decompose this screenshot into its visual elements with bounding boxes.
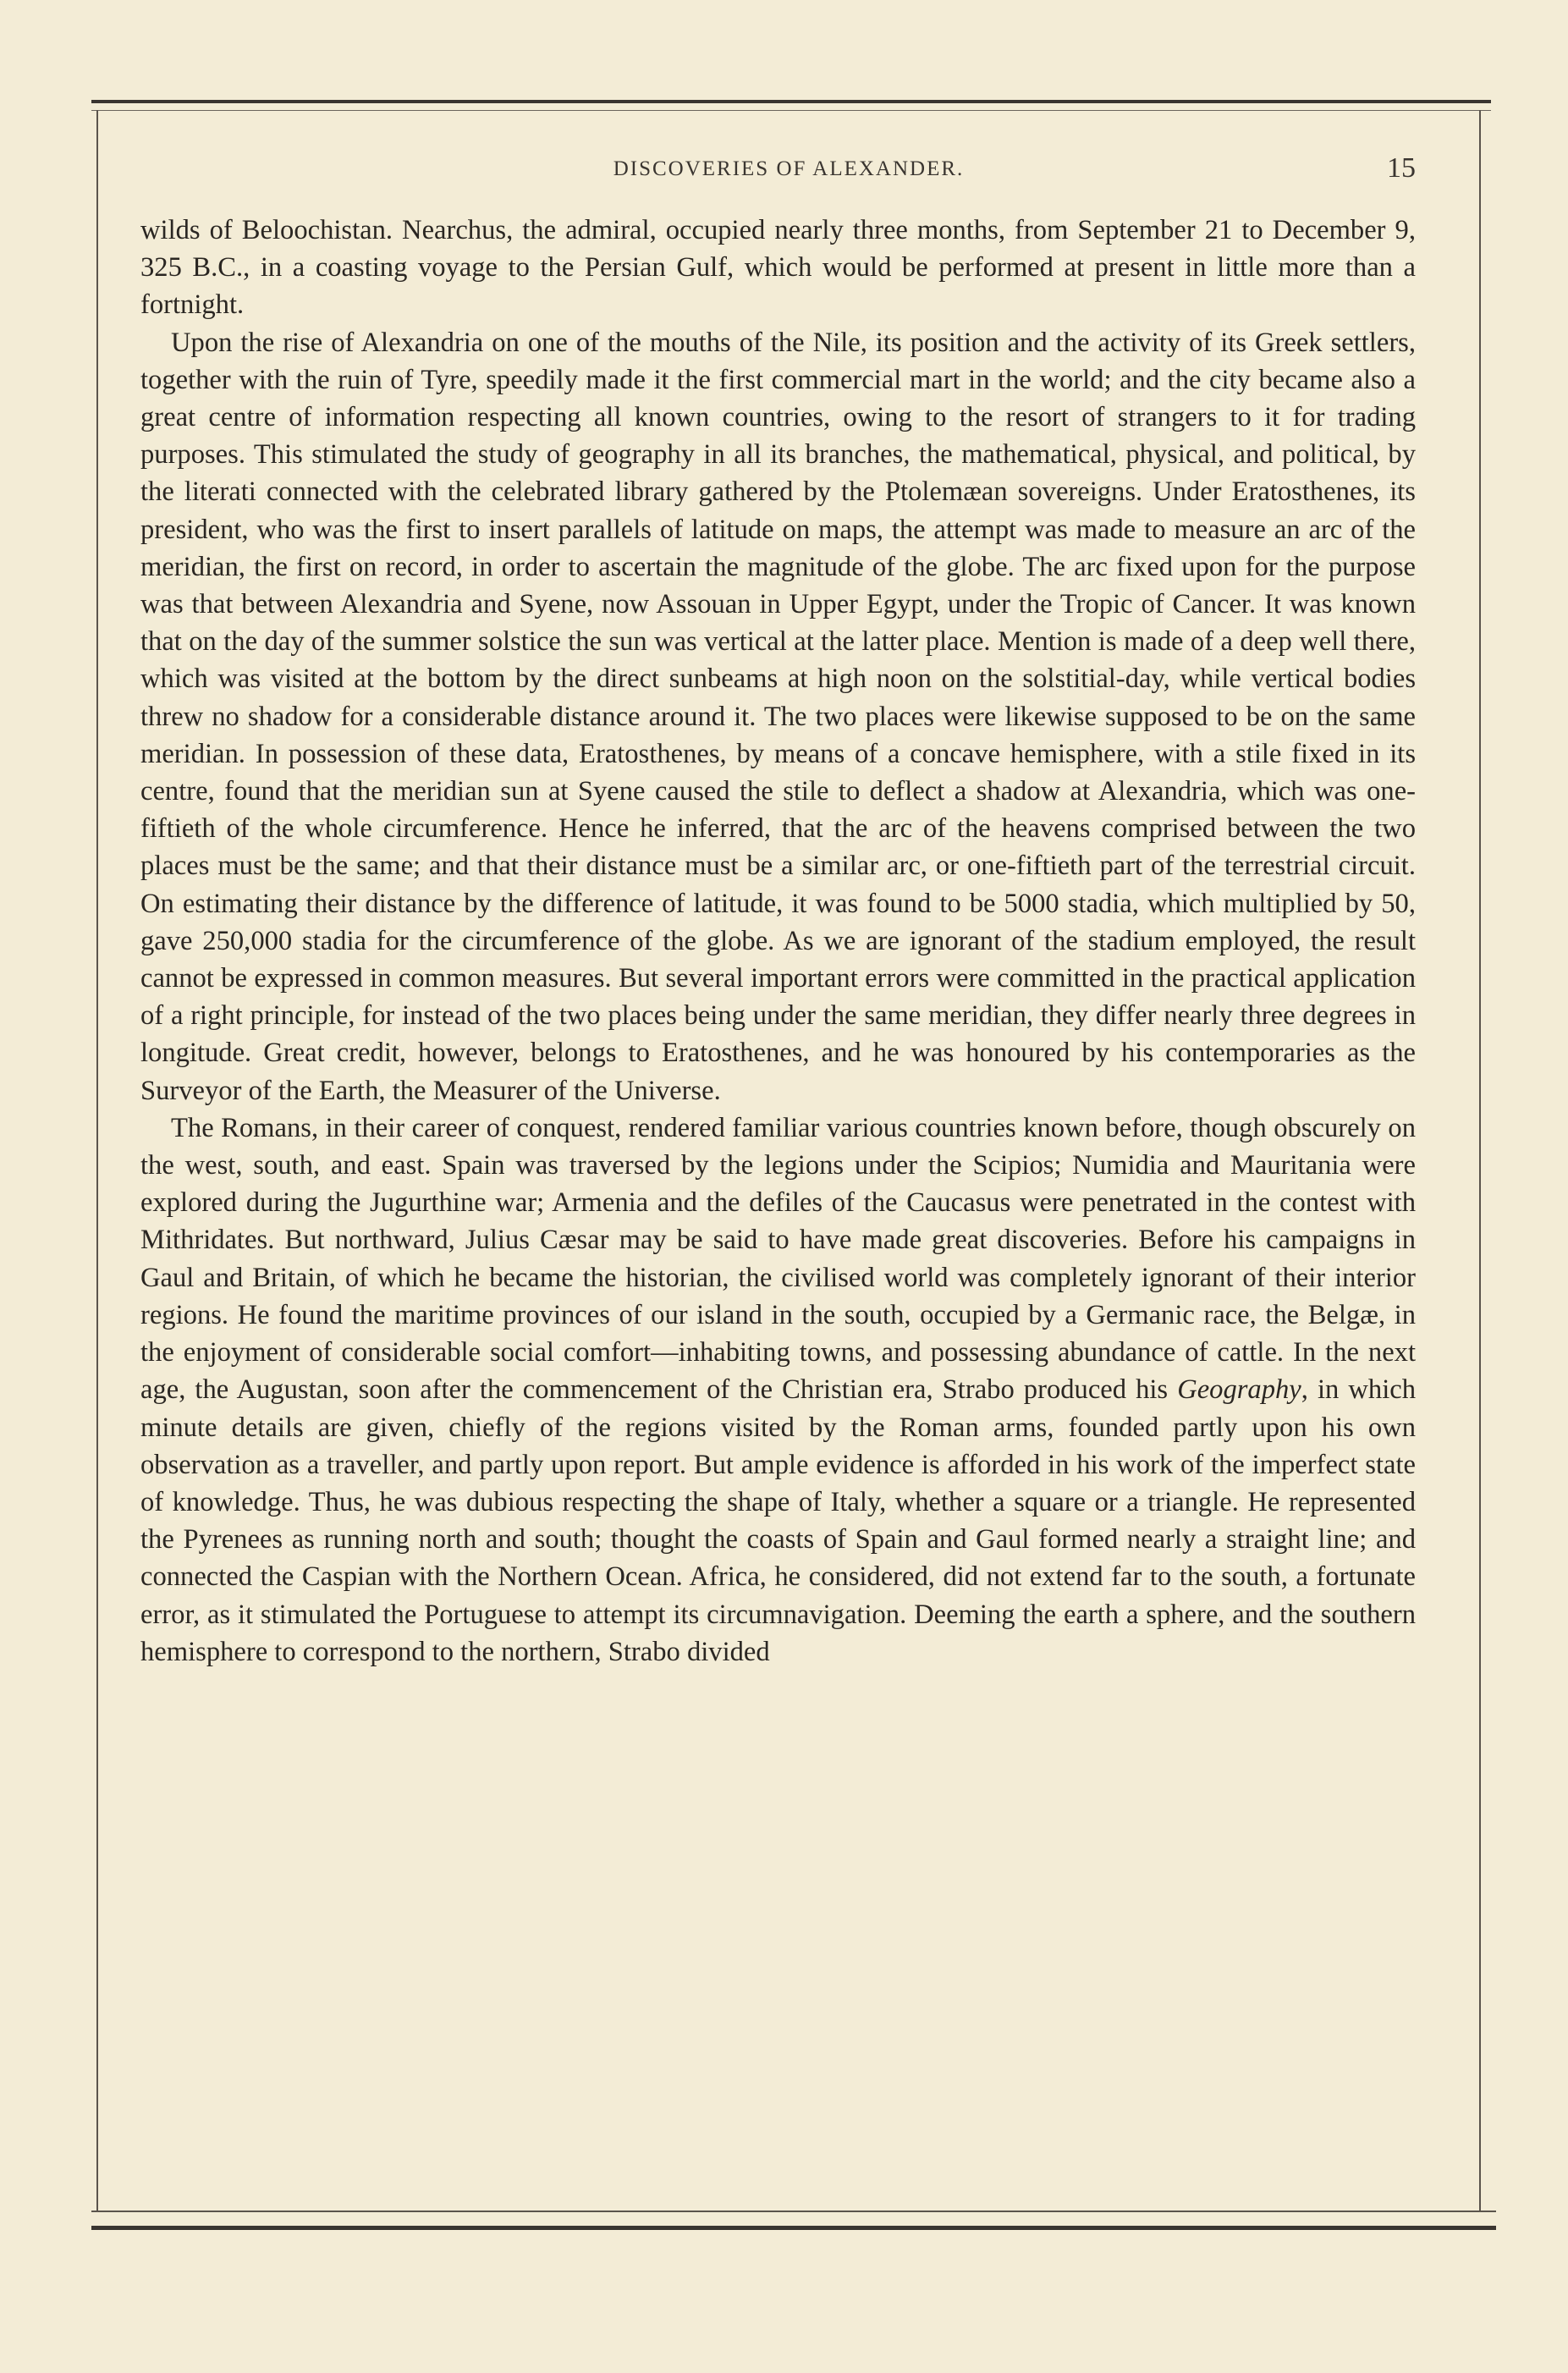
page-number: 15 xyxy=(1387,152,1416,184)
right-border-rule xyxy=(1479,110,1481,2211)
top-border-thick-rule xyxy=(91,100,1491,103)
body-text xyxy=(140,212,1416,1671)
top-border-thin-rule xyxy=(91,110,1491,111)
bottom-border-thick-rule xyxy=(91,2226,1496,2230)
paragraph-2: Upon the rise of Alexandria on one of the mouths of the Nile, its position and the activity of its Greek settlers, together with the ruin of Tyre, speedily made it the first commercial mart in the world; and the city became also a great centre of information respecting all known countries, owing to the resort of strangers to it for trading purposes. This stimulated the study of geography in all its branches, the mathematical, physical, and political, by the literati connected with the celebrated library gathered by the Ptolemæan sovereigns. Under Eratosthenes, its president, who was the first to insert parallels of latitude on maps, the attempt was made to measure an arc of the meridian, the first on record, in order to ascertain the magnitude of the globe. The arc fixed upon for the purpose was that between Alexandria and Syene, now Assouan in Upper Egypt, under the Tropic of Cancer. It was known that on the day of the summer solstice the sun was vertical at the latter place. Mention is made of a deep well there, which was visited at the bottom by the direct sunbeams at high noon on the solstitial-day, while vertical bodies threw no shadow for a considerable distance around it. The two places were likewise supposed to be on the same meridian. In possession of these data, Eratosthenes, by means of a concave hemisphere, with a stile fixed in its centre, found that the meridian sun at Syene caused the stile to deflect a shadow at Alexandria, which was one-fiftieth of the whole circumference. Hence he inferred, that the arc of the heavens comprised between the two places must be the same; and that their distance must be a similar arc, or one-fiftieth part of the terrestrial circuit. On estimating their distance by the difference of latitude, it was found to be 5000 stadia, which multiplied by 50, gave 250,000 stadia for the circumference of the globe. As we are ignorant of the stadium employed, the result cannot be expressed in common measures. But several important errors were committed in the practical application of a right principle, for instead of the two places being under the same meridian, they differ nearly three degrees in longitude. Great credit, however, belongs to Eratosthenes, and he was honoured by his contemporaries as the Surveyor of the Earth, the Measurer of the Universe. xyxy=(140,327,1416,1106)
paragraph-3-part-1: The Romans, in their career of conquest, rendered familiar various countries known before, though obscurely on the west, south, and east. Spain was traversed by the legions under the Scipios; Numidia and Mauritania were explored during the Jugurthine war; Armenia and the defiles of the Caucasus were penetrated in the contest with Mithridates. But northward, Julius Cæsar may be said to have made great discoveries. Before his campaigns in Gaul and Britain, of which he became the historian, the civilised world was completely ignorant of their interior regions. He found the maritime provinces of our island in the south, occupied by a Germanic race, the Belgæ, in the enjoyment of considerable social comfort—inhabiting towns, and possessing abundance of cattle. In the next age, the Augustan, soon after the commencement of the Christian era, Strabo produced his xyxy=(140,1112,1416,1406)
bottom-border-thin-rule xyxy=(91,2211,1496,2212)
book-title-geography: Geography xyxy=(1177,1374,1301,1406)
left-border-rule xyxy=(96,110,98,2211)
paragraph-1: wilds of Beloochistan. Nearchus, the admiral, occupied nearly three months, from September 21 to December 9, 325 B.C., in a coasting voyage to the Persian Gulf, which would be performed at present in little more than a fortnight. xyxy=(140,215,1416,321)
paragraph-3 xyxy=(140,1109,1416,1671)
paragraph-3-part-2: , in which minute details are given, chiefly of the regions visited by the Roman arms, founded partly upon his own observation as a traveller, and partly upon report. But ample evidence is afforded in his work of the imperfect state of knowledge. Thus, he was dubious respecting the shape of Italy, whether a square or a triangle. He represented the Pyrenees as running north and south; thought the coasts of Spain and Gaul formed nearly a straight line; and connected the Caspian with the Northern Ocean. Africa, he considered, did not extend far to the south, a fortunate error, as it stimulated the Portuguese to attempt its circumnavigation. Deeming the earth a sphere, and the southern hemisphere to correspond to the northern, Strabo divided xyxy=(140,1374,1417,1667)
running-title: DISCOVERIES OF ALEXANDER. xyxy=(613,157,965,180)
